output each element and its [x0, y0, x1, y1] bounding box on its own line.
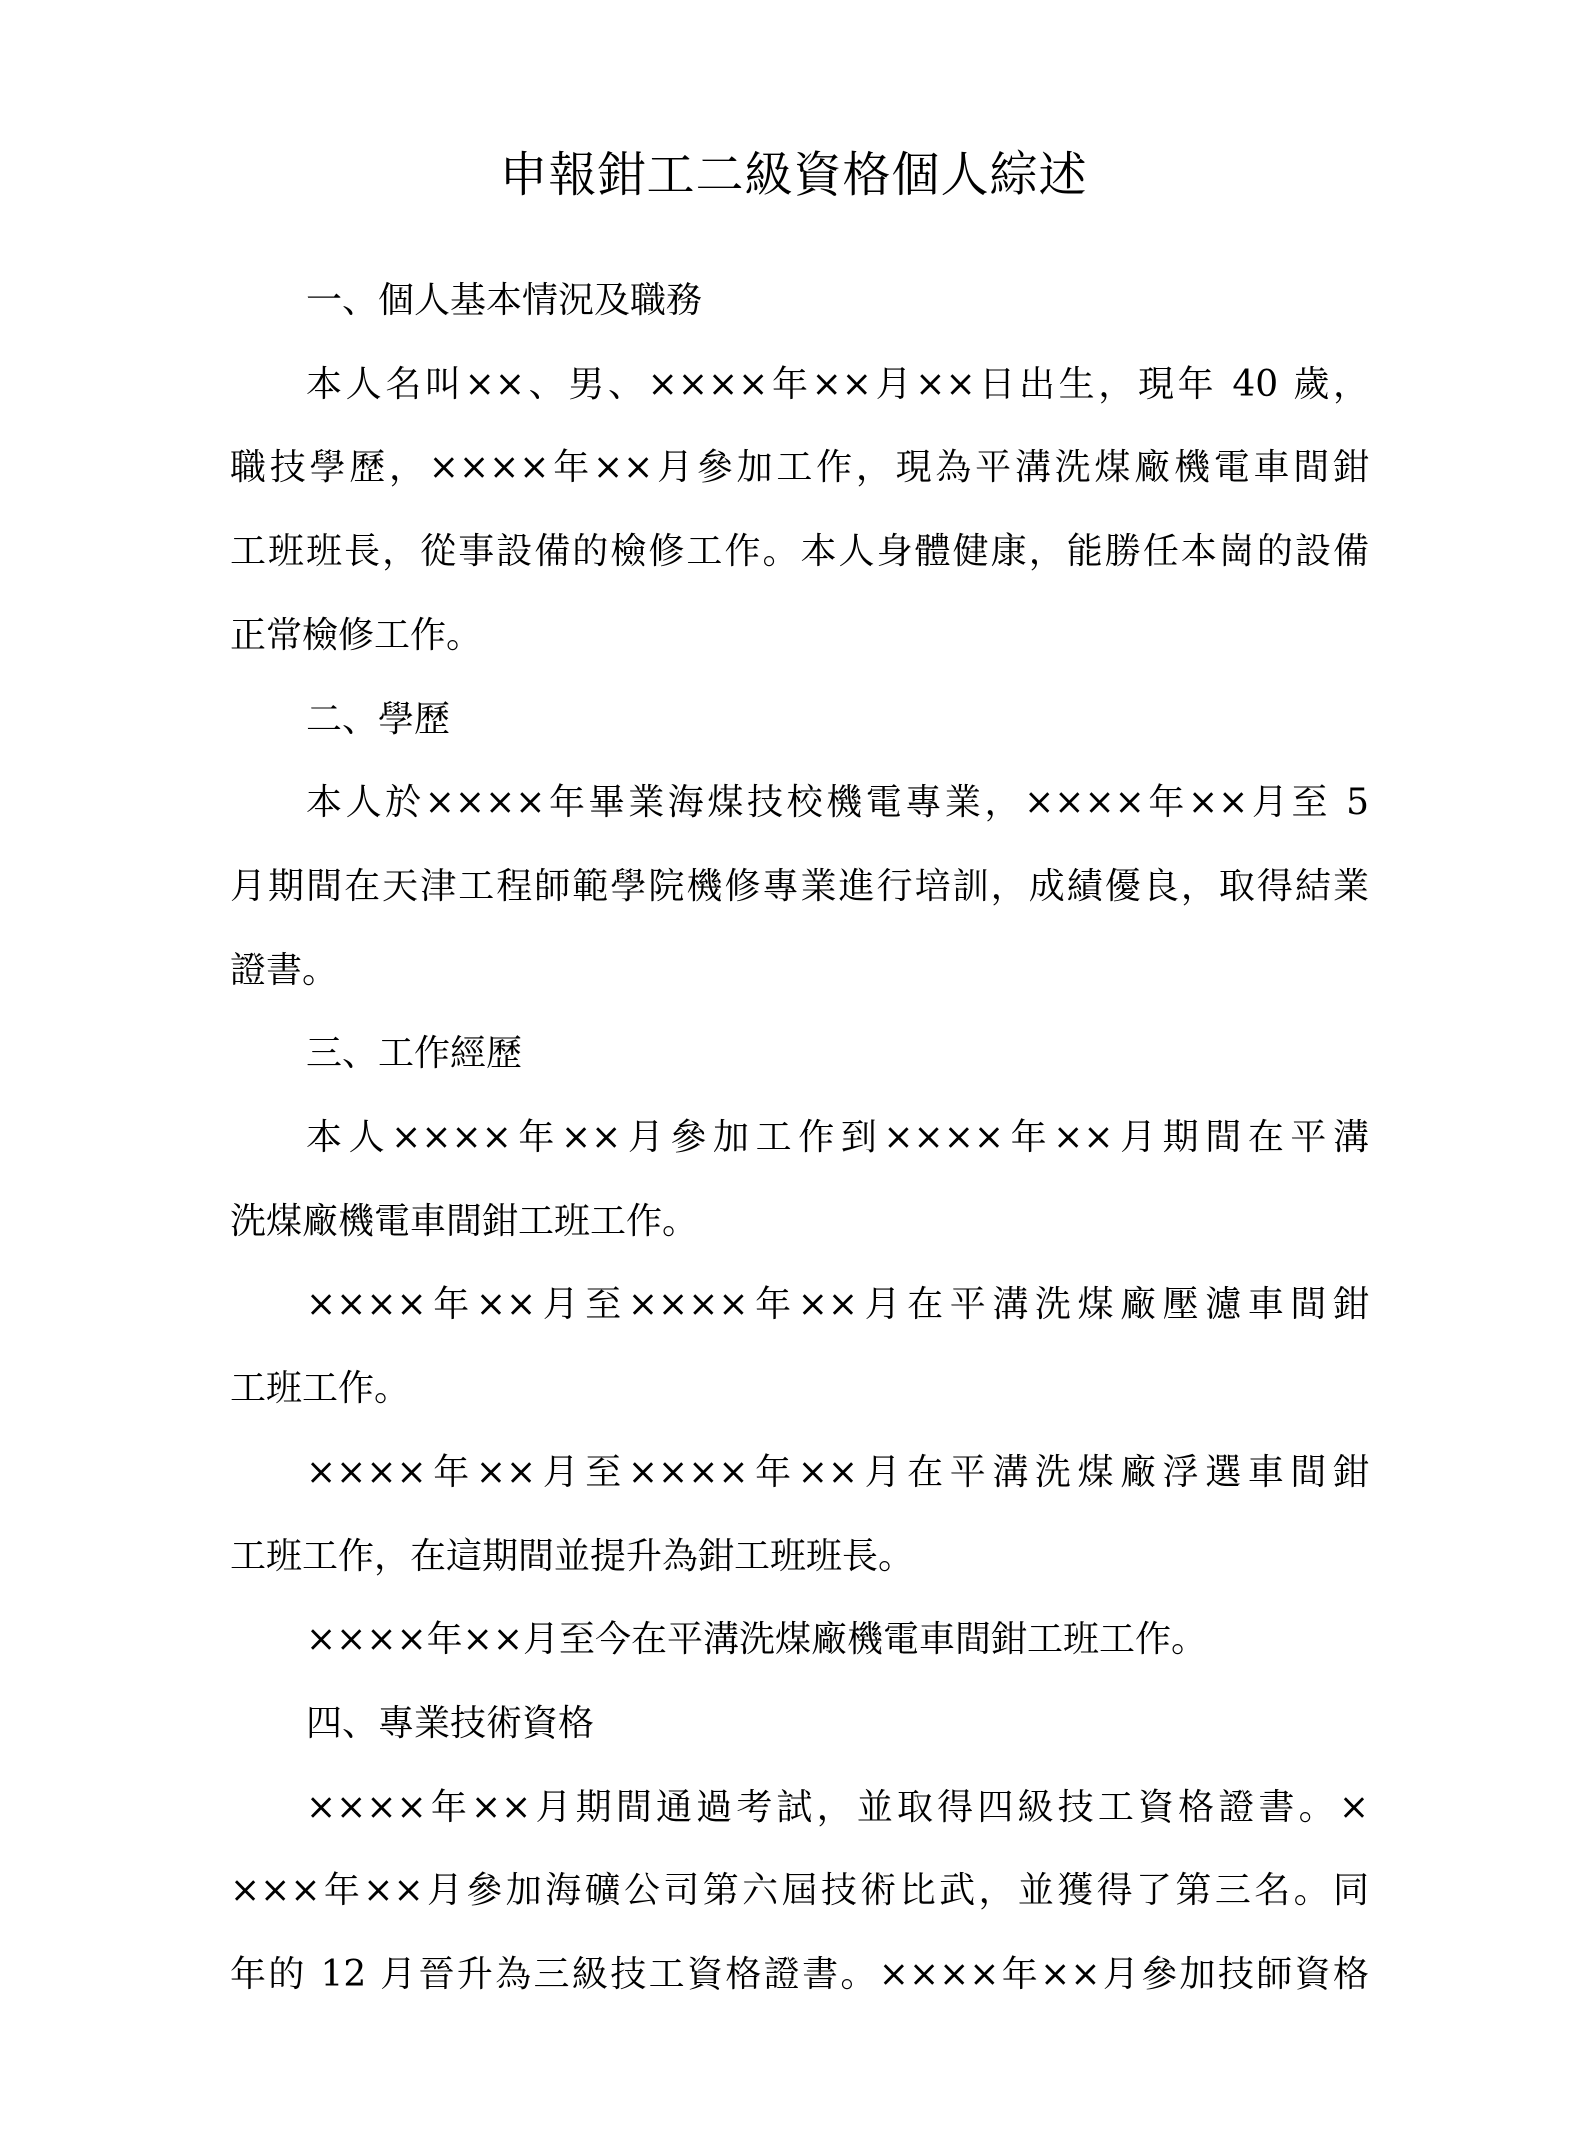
- text-line: ××××年××月至今在平溝洗煤廠機電車間鉗工班工作。: [306, 1619, 1207, 1661]
- text-line: 洗煤廠機電車間鉗工班工作。: [230, 1200, 699, 1242]
- text-line: 工班工作，在這期間並提升為鉗工班班長。: [230, 1535, 915, 1577]
- text-line: 一、個人基本情況及職務: [306, 280, 703, 321]
- text-line: 工班工作。: [230, 1368, 411, 1410]
- text-line: 年的 12 月晉升為三級技工資格證書。××××年××月參加技師資格: [230, 1954, 1369, 1995]
- text-line: ××××年××月至××××年××月在平溝洗煤廠浮選車間鉗: [306, 1451, 1369, 1493]
- text-line: 三、工作經歷: [306, 1033, 523, 1075]
- text-line: 職技學歷，××××年××月參加工作，現為平溝洗煤廠機電車間鉗: [230, 447, 1369, 489]
- text-line: 工班班長，從事設備的檢修工作。本人身體健康，能勝任本崗的設備: [230, 531, 1369, 573]
- text-line: 本人名叫××、男、××××年××月××日出生，現年 40 歲，: [306, 363, 1369, 405]
- text-line: 本人於××××年畢業海煤技校機電專業，××××年××月至 5: [306, 782, 1369, 824]
- text-line: 二、學歷: [306, 698, 451, 740]
- text-line: 正常檢修工作。: [230, 614, 483, 656]
- text-line: 本人××××年××月參加工作到××××年××月期間在平溝: [306, 1117, 1369, 1158]
- text-line: 證書。: [230, 949, 339, 991]
- text-line: 四、專業技術資格: [306, 1702, 595, 1744]
- text-line: ×××年××月參加海礦公司第六屆技術比武，並獲得了第三名。同: [230, 1870, 1369, 1912]
- text-line: ××××年××月至××××年××月在平溝洗煤廠壓濾車間鉗: [306, 1284, 1369, 1326]
- text-line: ××××年××月期間通過考試，並取得四級技工資格證書。×: [306, 1786, 1369, 1828]
- document-title: 申報鉗工二級資格個人綜述: [499, 147, 1088, 203]
- text-line: 月期間在天津工程師範學院機修專業進行培訓，成績優良，取得結業: [230, 865, 1369, 907]
